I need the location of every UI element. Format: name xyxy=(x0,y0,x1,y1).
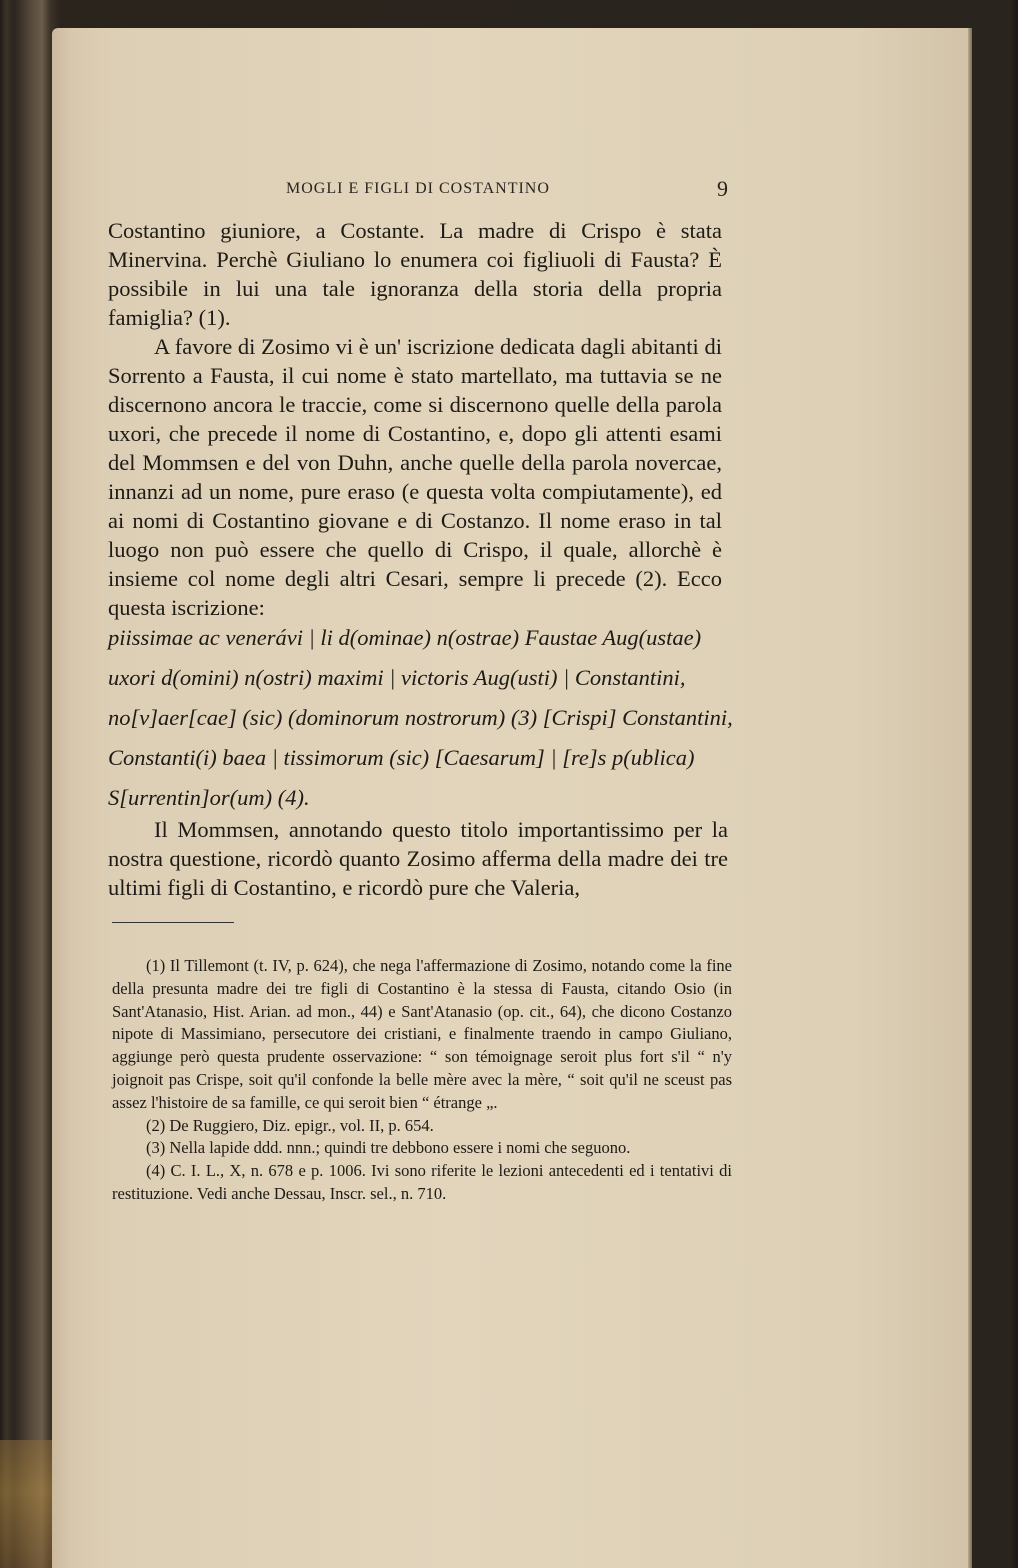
page-edge xyxy=(968,28,972,1568)
paragraph-2: A favore di Zosimo vi è un' iscrizione dedicata dagli abitanti di Sorrento a Fausta, il cui nome è stato martellato, ma tuttavia se ne discernono ancora le traccie, come si discernono quelle della parola uxori, che precede il nome di Costantino, e, dopo gli attenti esami del Mommsen e del von Duhn, anche quelle della parola novercae, innanzi ad un nome, pure eraso (e questa volta compiutamente), ed ai nomi di Costantino giovane e di Costanzo. Il nome eraso in tal luogo non può essere che quello di Crispo, il quale, allorchè è insieme col nome degli altri Cesari, sempre li precede (2). Ecco questa iscrizione: xyxy=(108,334,722,620)
inscription-line-4: Constanti(i) baea | tissimorum (sic) [Caesarum] | [re]s p(ublica) xyxy=(108,745,695,770)
main-text xyxy=(108,216,722,622)
paragraph-3 xyxy=(108,815,728,902)
footnote-2: (2) De Ruggiero, Diz. epigr., vol. II, p. 654. xyxy=(146,1115,434,1135)
inscription-line-2: uxori d(omini) n(ostri) maximi | victoris Aug(usti) | Constantini, xyxy=(108,665,686,690)
book-edge xyxy=(0,1440,52,1568)
paragraph-3-text: Il Mommsen, annotando questo titolo importantissimo per la nostra questione, ricordò quanto Zosimo afferma della madre dei tre ultimi figli di Costantino, e ricordò pure che Valeria, xyxy=(108,817,728,900)
running-title: MOGLI E FIGLI DI COSTANTINO xyxy=(286,180,550,197)
inscription-line-1: piissimae ac venerávi | li d(ominae) n(ostrae) Faustae Aug(ustae) xyxy=(108,625,702,650)
footnote-rule xyxy=(112,922,234,923)
inscription xyxy=(108,618,733,818)
paragraph-1: Costantino giuniore, a Costante. La madre di Crispo è stata Minervina. Perchè Giuliano lo enumera coi figliuoli di Fausta? È possibile in lui una tale ignoranza della storia della propria famiglia? (1). xyxy=(108,218,722,330)
footnote-1: (1) Il Tillemont (t. IV, p. 624), che nega l'affermazione di Zosimo, notando come la fine della presunta madre dei tre figli di Costantino è la stessa di Fausta, citando Osio (in Sant'Atanasio, Hist. Arian. ad mon., 44) e Sant'Atanasio (op. cit., 64), che dicono Costanzo nipote di Massimiano, persecutore dei cristiani, e finalmente traendo in campo Giuliano, aggiunge però questa prudente osservazione: “ son témoignage seroit plus fort s'il “ n'y joignoit pas Crispe, soit qu'il confonde la belle mère avec la mère, “ soit qu'il ne sceust pas assez l'histoire de sa famille, ce qui seroit bien “ étrange „. xyxy=(112,956,732,1112)
inscription-line-3: no[v]aer[cae] (sic) (dominorum nostrorum) (3) [Crispi] Constantini, xyxy=(108,705,733,730)
running-header xyxy=(108,176,728,206)
inscription-line-5: S[urrentin]or(um) (4). xyxy=(108,785,310,810)
page-number: 9 xyxy=(717,176,728,201)
footnotes xyxy=(112,955,732,1206)
footnote-4: (4) C. I. L., X, n. 678 e p. 1006. Ivi sono riferite le lezioni antecedenti ed i tentativi di restituzione. Vedi anche Dessau, Inscr. sel., n. 710. xyxy=(112,1161,732,1203)
footnote-3: (3) Nella lapide ddd. nnn.; quindi tre debbono essere i nomi che seguono. xyxy=(146,1138,631,1158)
